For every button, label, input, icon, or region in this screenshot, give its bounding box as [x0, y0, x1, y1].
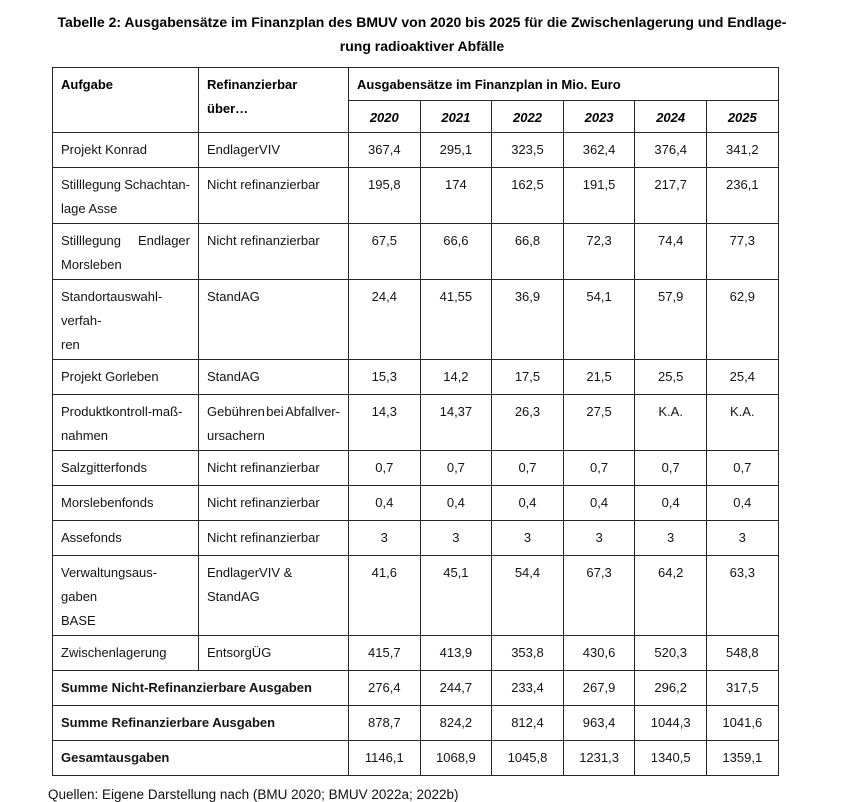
value-cell: 0,7	[563, 451, 635, 486]
summary-value-cell: 1041,6	[706, 706, 778, 741]
summary-value-cell: 1231,3	[563, 741, 635, 776]
summary-value-cell: 824,2	[420, 706, 492, 741]
summary-row	[53, 741, 779, 776]
value-cell: 25,4	[706, 360, 778, 395]
value-cell: 376,4	[635, 133, 707, 168]
refinanzierbar-cell: Nicht refinanzierbar	[199, 451, 349, 486]
value-cell: 0,4	[349, 486, 421, 521]
value-cell: 26,3	[492, 395, 564, 451]
value-cell: 64,2	[635, 556, 707, 636]
table-caption	[30, 10, 814, 58]
table-body	[53, 133, 779, 776]
value-cell: 15,3	[349, 360, 421, 395]
value-cell: K.A.	[706, 395, 778, 451]
refinanzierbar-cell: Nicht refinanzierbar	[199, 521, 349, 556]
summary-value-cell: 317,5	[706, 671, 778, 706]
refinanzierbar-cell: StandAG	[199, 280, 349, 360]
summary-label-cell: Summe Nicht-Refinanzierbare Ausgaben	[53, 671, 349, 706]
year-header-2024: 2024	[635, 101, 707, 133]
value-cell: 72,3	[563, 224, 635, 280]
value-cell: 66,8	[492, 224, 564, 280]
summary-value-cell: 1045,8	[492, 741, 564, 776]
value-cell: 14,3	[349, 395, 421, 451]
summary-label-cell: Gesamtausgaben	[53, 741, 349, 776]
summary-value-cell: 267,9	[563, 671, 635, 706]
column-header-ausgaben: Ausgabensätze im Finanzplan in Mio. Euro	[349, 68, 779, 101]
value-cell: 67,5	[349, 224, 421, 280]
value-cell: 41,55	[420, 280, 492, 360]
refinanzierbar-cell: EndlagerVIV	[199, 133, 349, 168]
value-cell: 191,5	[563, 168, 635, 224]
value-cell: 14,2	[420, 360, 492, 395]
table-row	[53, 280, 779, 360]
table-row	[53, 556, 779, 636]
aufgabe-cell: Produktkontroll-maß- nahmen	[53, 395, 199, 451]
value-cell: 548,8	[706, 636, 778, 671]
table-row	[53, 486, 779, 521]
aufgabe-cell: Zwischenlagerung	[53, 636, 199, 671]
summary-value-cell: 244,7	[420, 671, 492, 706]
summary-row	[53, 706, 779, 741]
refinanzierbar-cell: EntsorgÜG	[199, 636, 349, 671]
value-cell: 0,4	[635, 486, 707, 521]
summary-value-cell: 1068,9	[420, 741, 492, 776]
value-cell: 3	[349, 521, 421, 556]
value-cell: 0,4	[563, 486, 635, 521]
table-caption-line-1: Tabelle 2: Ausgabensätze im Finanzplan des BMUV von 2020 bis 2025 für die Zwischenlagerung und Endlage-	[57, 14, 787, 30]
value-cell: 14,37	[420, 395, 492, 451]
table-row	[53, 168, 779, 224]
finance-table	[52, 67, 779, 776]
table-row	[53, 521, 779, 556]
year-header-2025: 2025	[706, 101, 778, 133]
document-page	[0, 10, 844, 802]
refinanzierbar-cell: Nicht refinanzierbar	[199, 168, 349, 224]
value-cell: 195,8	[349, 168, 421, 224]
refinanzierbar-cell: StandAG	[199, 360, 349, 395]
summary-value-cell: 878,7	[349, 706, 421, 741]
value-cell: 21,5	[563, 360, 635, 395]
value-cell: 341,2	[706, 133, 778, 168]
value-cell: 367,4	[349, 133, 421, 168]
value-cell: 323,5	[492, 133, 564, 168]
aufgabe-cell: Standortauswahl-verfah- ren	[53, 280, 199, 360]
value-cell: 57,9	[635, 280, 707, 360]
value-cell: 63,3	[706, 556, 778, 636]
value-cell: 413,9	[420, 636, 492, 671]
summary-row	[53, 671, 779, 706]
table-row	[53, 360, 779, 395]
column-header-refinanzierbar: Refinanzierbar über…	[199, 68, 349, 133]
value-cell: 3	[492, 521, 564, 556]
table-caption-line-2: rung radioaktiver Abfälle	[339, 38, 505, 54]
aufgabe-cell: Morslebenfonds	[53, 486, 199, 521]
value-cell: 174	[420, 168, 492, 224]
summary-value-cell: 812,4	[492, 706, 564, 741]
value-cell: 41,6	[349, 556, 421, 636]
value-cell: 0,4	[492, 486, 564, 521]
summary-value-cell: 1044,3	[635, 706, 707, 741]
table-row	[53, 133, 779, 168]
value-cell: 520,3	[635, 636, 707, 671]
value-cell: 67,3	[563, 556, 635, 636]
aufgabe-cell: Projekt Gorleben	[53, 360, 199, 395]
aufgabe-cell: Projekt Konrad	[53, 133, 199, 168]
refinanzierbar-cell: Nicht refinanzierbar	[199, 486, 349, 521]
value-cell: 362,4	[563, 133, 635, 168]
value-cell: 3	[420, 521, 492, 556]
value-cell: 25,5	[635, 360, 707, 395]
table-row	[53, 451, 779, 486]
refinanzierbar-cell: Nicht refinanzierbar	[199, 224, 349, 280]
value-cell: 74,4	[635, 224, 707, 280]
refinanzierbar-cell: EndlagerVIV & StandAG	[199, 556, 349, 636]
summary-value-cell: 233,4	[492, 671, 564, 706]
table-row	[53, 395, 779, 451]
value-cell: 45,1	[420, 556, 492, 636]
value-cell: 0,7	[492, 451, 564, 486]
value-cell: 24,4	[349, 280, 421, 360]
value-cell: 27,5	[563, 395, 635, 451]
value-cell: 0,7	[635, 451, 707, 486]
year-header-2020: 2020	[349, 101, 421, 133]
aufgabe-cell: Salzgitterfonds	[53, 451, 199, 486]
column-header-aufgabe: Aufgabe	[53, 68, 199, 133]
summary-value-cell: 276,4	[349, 671, 421, 706]
value-cell: 77,3	[706, 224, 778, 280]
summary-value-cell: 1340,5	[635, 741, 707, 776]
table-row	[53, 636, 779, 671]
value-cell: 3	[635, 521, 707, 556]
value-cell: 3	[706, 521, 778, 556]
value-cell: 217,7	[635, 168, 707, 224]
aufgabe-cell: Stilllegung Endlager Morsleben	[53, 224, 199, 280]
value-cell: 353,8	[492, 636, 564, 671]
year-header-2023: 2023	[563, 101, 635, 133]
value-cell: 54,1	[563, 280, 635, 360]
value-cell: 415,7	[349, 636, 421, 671]
value-cell: 0,4	[420, 486, 492, 521]
value-cell: 162,5	[492, 168, 564, 224]
summary-label-cell: Summe Refinanzierbare Ausgaben	[53, 706, 349, 741]
summary-value-cell: 1146,1	[349, 741, 421, 776]
value-cell: 66,6	[420, 224, 492, 280]
table-row	[53, 224, 779, 280]
value-cell: 17,5	[492, 360, 564, 395]
value-cell: 430,6	[563, 636, 635, 671]
value-cell: 236,1	[706, 168, 778, 224]
summary-value-cell: 1359,1	[706, 741, 778, 776]
source-note: Quellen: Eigene Darstellung nach (BMU 2020; BMUV 2022a; 2022b)	[48, 787, 459, 802]
year-header-2021: 2021	[420, 101, 492, 133]
value-cell: 0,7	[420, 451, 492, 486]
summary-value-cell: 296,2	[635, 671, 707, 706]
value-cell: 3	[563, 521, 635, 556]
value-cell: 295,1	[420, 133, 492, 168]
value-cell: 0,7	[349, 451, 421, 486]
year-header-2022: 2022	[492, 101, 564, 133]
summary-value-cell: 963,4	[563, 706, 635, 741]
value-cell: 54,4	[492, 556, 564, 636]
value-cell: 62,9	[706, 280, 778, 360]
aufgabe-cell: Verwaltungsaus-gaben BASE	[53, 556, 199, 636]
header-row-main	[53, 68, 779, 101]
value-cell: K.A.	[635, 395, 707, 451]
refinanzierbar-cell: Gebühren bei Abfallver- ursachern	[199, 395, 349, 451]
value-cell: 0,4	[706, 486, 778, 521]
value-cell: 36,9	[492, 280, 564, 360]
aufgabe-cell: Stilllegung Schachtan- lage Asse	[53, 168, 199, 224]
aufgabe-cell: Assefonds	[53, 521, 199, 556]
value-cell: 0,7	[706, 451, 778, 486]
